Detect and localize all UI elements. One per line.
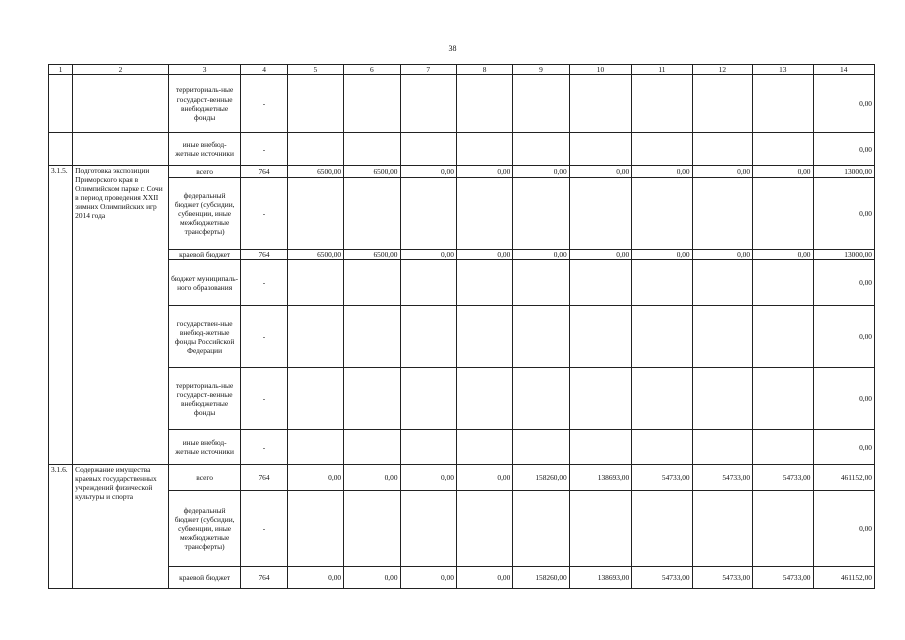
value-cell: 0,00 (456, 567, 512, 589)
table-row (49, 250, 875, 260)
column-number: 2 (73, 65, 169, 75)
value-cell: 0,00 (400, 166, 456, 178)
funding-source: иные внебюд-жетные источники (168, 133, 241, 166)
item-name: Подготовка экспозиции Приморского края в Олимпийском парке г. Сочи в период проведения XXII зимних Олимпийских игр 2014 года (73, 166, 169, 465)
value-cell: 54733,00 (632, 465, 692, 491)
budget-code: - (241, 133, 287, 166)
value-cell: 0,00 (513, 166, 569, 178)
funding-source: федеральный бюджет (субсидии, субвенции, иные межбюджетные трансферты) (168, 178, 241, 250)
table-row (49, 368, 875, 430)
table-row (49, 465, 875, 491)
budget-code: 764 (241, 250, 287, 260)
value-cell: 6500,00 (287, 250, 343, 260)
total-value: 0,00 (813, 491, 875, 567)
total-value: 13000,00 (813, 166, 875, 178)
total-value: 0,00 (813, 75, 875, 133)
item-number: 3.1.6. (49, 465, 73, 589)
total-value: 461152,00 (813, 465, 875, 491)
table-row (49, 133, 875, 166)
table-row (49, 567, 875, 589)
budget-code: 764 (241, 567, 287, 589)
value-cell: 0,00 (753, 250, 813, 260)
budget-code: - (241, 260, 287, 306)
value-cell: 0,00 (344, 465, 400, 491)
column-number: 6 (344, 65, 400, 75)
value-cell: 0,00 (400, 250, 456, 260)
column-number: 13 (753, 65, 813, 75)
budget-code: - (241, 430, 287, 465)
value-cell: 0,00 (400, 567, 456, 589)
value-cell: 0,00 (569, 250, 631, 260)
column-number: 7 (400, 65, 456, 75)
value-cell: 0,00 (400, 465, 456, 491)
total-value: 0,00 (813, 178, 875, 250)
funding-source: территориаль-ные государст-венные внебюджетные фонды (168, 368, 241, 430)
item-name-cell (73, 75, 169, 133)
item-number: 3.1.5. (49, 166, 73, 465)
value-cell: 0,00 (456, 250, 512, 260)
value-cell: 0,00 (632, 250, 692, 260)
table-row (49, 166, 875, 178)
value-cell: 0,00 (569, 166, 631, 178)
budget-table (48, 64, 875, 589)
value-cell: 138693,00 (569, 567, 631, 589)
column-number: 3 (168, 65, 241, 75)
budget-code: 764 (241, 166, 287, 178)
budget-code: - (241, 491, 287, 567)
total-value: 0,00 (813, 133, 875, 166)
budget-code: 764 (241, 465, 287, 491)
value-cell: 158260,00 (513, 465, 569, 491)
column-number: 5 (287, 65, 343, 75)
funding-source: территориаль-ные государст-венные внебюджетные фонды (168, 75, 241, 133)
value-cell: 54733,00 (692, 465, 752, 491)
value-cell: 6500,00 (344, 166, 400, 178)
item-name: Содержание имущества краевых государственных учреждений физической культуры и спорта (73, 465, 169, 589)
total-value: 461152,00 (813, 567, 875, 589)
column-number: 1 (49, 65, 73, 75)
budget-code: - (241, 75, 287, 133)
value-cell: 0,00 (456, 166, 512, 178)
table-row (49, 75, 875, 133)
value-cell: 54733,00 (753, 567, 813, 589)
value-cell: 0,00 (456, 465, 512, 491)
table-row (49, 491, 875, 567)
funding-source: краевой бюджет (168, 250, 241, 260)
value-cell: 0,00 (632, 166, 692, 178)
funding-source: иные внебюд-жетные источники (168, 430, 241, 465)
column-number-row (49, 65, 875, 75)
value-cell: 54733,00 (692, 567, 752, 589)
budget-code: - (241, 178, 287, 250)
table-row (49, 260, 875, 306)
value-cell: 0,00 (513, 250, 569, 260)
page-number: 38 (448, 44, 457, 53)
column-number: 4 (241, 65, 287, 75)
funding-source: бюджет муниципаль-ного образования (168, 260, 241, 306)
value-cell: 158260,00 (513, 567, 569, 589)
value-cell: 0,00 (287, 465, 343, 491)
column-number: 9 (513, 65, 569, 75)
value-cell: 0,00 (344, 567, 400, 589)
table-row (49, 306, 875, 368)
value-cell: 0,00 (753, 166, 813, 178)
budget-code: - (241, 306, 287, 368)
item-number-cell (49, 75, 73, 133)
column-number: 14 (813, 65, 875, 75)
total-value: 13000,00 (813, 250, 875, 260)
budget-code: - (241, 368, 287, 430)
total-value: 0,00 (813, 430, 875, 465)
value-cell: 6500,00 (287, 166, 343, 178)
value-cell: 6500,00 (344, 250, 400, 260)
value-cell: 0,00 (692, 250, 752, 260)
funding-source: краевой бюджет (168, 567, 241, 589)
column-number: 11 (632, 65, 692, 75)
column-number: 8 (456, 65, 512, 75)
funding-source: всего (168, 465, 241, 491)
total-value: 0,00 (813, 368, 875, 430)
funding-source: федеральный бюджет (субсидии, субвенции, иные межбюджетные трансферты) (168, 491, 241, 567)
column-number: 10 (569, 65, 631, 75)
value-cell: 0,00 (692, 166, 752, 178)
total-value: 0,00 (813, 260, 875, 306)
value-cell: 54733,00 (632, 567, 692, 589)
table-row (49, 178, 875, 250)
column-number: 12 (692, 65, 752, 75)
value-cell: 54733,00 (753, 465, 813, 491)
total-value: 0,00 (813, 306, 875, 368)
value-cell: 0,00 (287, 567, 343, 589)
value-cell: 138693,00 (569, 465, 631, 491)
funding-source: государствен-ные внебюд-жетные фонды Российской Федерации (168, 306, 241, 368)
table-row (49, 430, 875, 465)
funding-source: всего (168, 166, 241, 178)
